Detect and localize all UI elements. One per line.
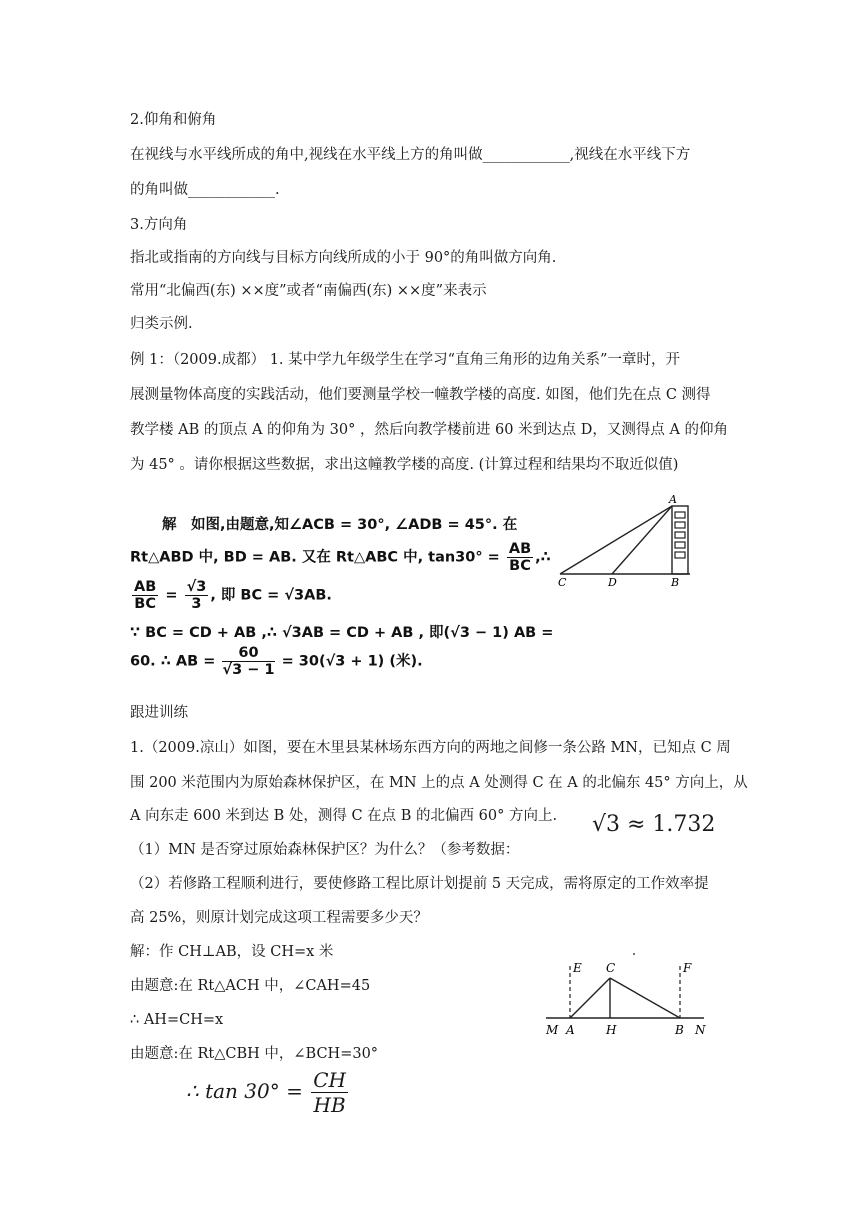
line-ac (570, 978, 610, 1018)
sight-line-da (612, 506, 672, 574)
sight-line-ca (560, 506, 672, 574)
section-3-text-line1: 指北或指南的方向线与目标方向线所成的小于 90°的角叫做方向角. (130, 250, 557, 266)
solution-row5 (130, 645, 423, 678)
answer-line1: 解：作 CH⊥AB，设 CH=x 米 (130, 944, 334, 960)
classify-heading: 归类示例. (130, 316, 193, 332)
tan-lhs: ∴ tan 30° = (186, 1079, 303, 1103)
answer-line2: 由题意:在 Rt△ACH 中，∠CAH=45 (130, 978, 371, 994)
label-e: E (573, 961, 582, 975)
label-c: C (558, 576, 567, 589)
frac-den: BC (134, 596, 156, 612)
solution-block (130, 505, 554, 690)
solution-row5-text: 60. ∴ AB = (130, 653, 216, 670)
label-c: C (606, 961, 616, 975)
solution-row3 (130, 579, 332, 612)
figure-1-building-diagram (550, 490, 710, 590)
label-a: A (566, 1023, 575, 1037)
fraction-60 (222, 645, 274, 678)
solution-row3-tail: , 即 BC = √3AB. (210, 587, 332, 604)
answer-line4: 由题意:在 Rt△CBH 中，∠BCH=30° (130, 1046, 379, 1062)
section-3-title: 3.方向角 (130, 217, 188, 233)
line-cb (610, 978, 680, 1018)
label-a: A (669, 493, 677, 506)
reference-sqrt3: √3 ≈ 1.732 (592, 812, 716, 837)
label-m: M (546, 1023, 559, 1037)
followup-q2-line1: （2）若修路工程顺利进行，要使修路工程比原计划提前 5 天完成，需将原定的工作效率提 (130, 876, 709, 892)
label-n: N (695, 1023, 706, 1037)
frac-den: √3 − 1 (222, 662, 275, 678)
fraction-ab-bc (507, 541, 533, 574)
section-2-title: 2.仰角和俯角 (130, 112, 217, 128)
frac-num: 60 (222, 645, 274, 662)
stray-dot (633, 953, 635, 955)
answer-line3: ∴ AH=CH=x (130, 1012, 224, 1028)
followup-p1: 1.（2009.凉山）如图，要在木里县某林场东西方向的两地之间修一条公路 MN，已知点 C 周 (130, 740, 731, 756)
solution-row4: ∵ BC = CD + AB ,∴ √3AB = CD + AB , 即(√3 − 1) AB = (130, 625, 554, 641)
label-h: H (606, 1023, 617, 1037)
solution-row1: 解 如图,由题意,知∠ACB = 30°, ∠ADB = 45°. 在 (162, 517, 518, 533)
section-2-text-line1: 在视线与水平线所成的角中,视线在水平线上方的角叫做____________,视线在水平线下方 (130, 147, 691, 163)
label-b: B (675, 1023, 684, 1037)
equals-sign: = (165, 587, 178, 604)
example1-line3: 教学楼 AB 的顶点 A 的仰角为 30° ，然后向教学楼前进 60 米到达点 D，又测得点 A 的仰角 (130, 422, 729, 438)
frac-num: CH (313, 1068, 346, 1092)
label-b: B (671, 576, 680, 589)
followup-title: 跟进训练 (130, 705, 188, 721)
frac-num: AB (134, 579, 157, 595)
followup-q2-line2: 高 25%，则原计划完成这项工程需要多少天？ (130, 910, 428, 926)
solution-row2 (130, 541, 551, 574)
figure-2-road-diagram (540, 950, 720, 1040)
label-d: D (608, 576, 617, 589)
frac-den: BC (509, 558, 531, 574)
label-f: F (683, 961, 692, 975)
solution-row2-text: Rt△ABD 中, BD = AB. 又在 Rt△ABC 中, tan30° = (130, 549, 500, 566)
solution-row5-tail: = 30(√3 + 1) (米). (281, 653, 423, 670)
fraction-ab-bc-2 (132, 579, 158, 612)
section-2-text-line2: 的角叫做____________. (130, 182, 280, 198)
frac-num: AB (508, 541, 532, 557)
frac-den: 3 (191, 596, 202, 612)
example1-line1: 例 1：（2009.成都） 1. 某中学九年级学生在学习“直角三角形的边角关系”一章时，开 (130, 352, 680, 368)
frac-num: √3 (186, 579, 207, 595)
building-windows (675, 512, 685, 558)
followup-q1: （1）MN 是否穿过原始森林保护区？为什么？（参考数据： (130, 842, 520, 858)
section-3-text-line2: 常用“北偏西(东) ××度”或者“南偏西(东) ××度”来表示 (130, 283, 487, 299)
followup-p2: 围 200 米范围内为原始森林保护区，在 MN 上的点 A 处测得 C 在 A 的北偏东 45° 方向上，从 (130, 775, 748, 791)
example1-line4: 为 45° 。请你根据这些数据，求出这幢教学楼的高度. (计算过程和结果均不取近似值) (130, 457, 679, 473)
solution-row2-tail: ,∴ (535, 549, 551, 566)
followup-p3: A 向东走 600 米到达 B 处，测得 C 在点 B 的北偏西 60° 方向上. (130, 808, 558, 824)
example1-line2: 展测量物体高度的实践活动，他们要测量学校一幢教学楼的高度. 如图，他们先在点 C 测得 (130, 387, 711, 403)
fraction-sqrt3-3 (185, 579, 209, 612)
fraction-ch-hb (311, 1068, 348, 1117)
frac-den: HB (313, 1093, 346, 1117)
tan30-formula (186, 1068, 350, 1117)
